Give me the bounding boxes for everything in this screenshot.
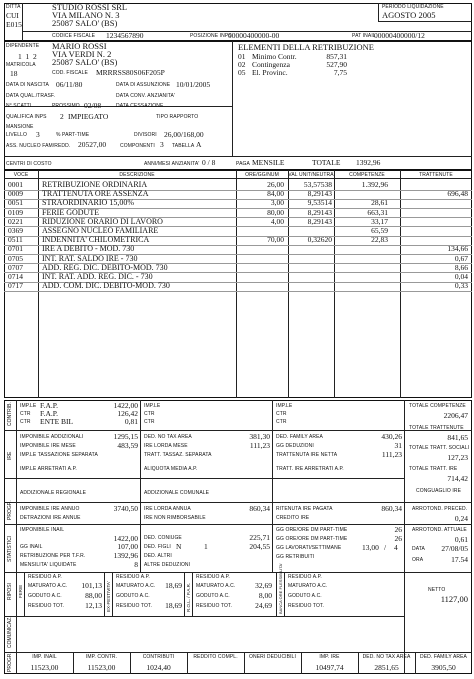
data-conv-label: DATA CONV. ANZIANITA' bbox=[116, 93, 175, 99]
exfest-label: EX-FESTIVITA' bbox=[106, 581, 111, 612]
rol-residuo: 24,69 bbox=[255, 601, 272, 610]
totale: 1392,96 bbox=[356, 158, 381, 167]
tratt-ire-label: TOTALE TRATT. IRE bbox=[409, 466, 458, 472]
totale-label: TOTALE bbox=[312, 158, 341, 167]
prossimo-label: PROSSIMO bbox=[52, 103, 80, 109]
ferie-maturato-label: MATURATO A.C. bbox=[28, 583, 68, 589]
row-val: 0,32620 bbox=[307, 235, 332, 245]
componenti: 3 bbox=[160, 140, 164, 149]
ded-family: 430,26 bbox=[381, 432, 402, 441]
row-voce: 0714 bbox=[8, 272, 23, 281]
flex-maturato-label: MATURATO A.C. bbox=[288, 583, 328, 589]
ded-figli-n: N bbox=[176, 542, 182, 551]
row-competenze: 65,59 bbox=[371, 226, 388, 235]
ire-lorda-label: IRE LORDA ANNUA bbox=[144, 506, 191, 512]
ded-figli-count: 1 bbox=[204, 542, 208, 551]
footer-header: IMP. IRE bbox=[319, 654, 340, 660]
rol-residuo-ap-label: RESIDUO A.P. bbox=[196, 574, 230, 580]
matricola-label: MATRICOLA bbox=[6, 62, 36, 68]
footer-header: CONTRIBUTI bbox=[142, 654, 175, 660]
gg-lav-label: GG LAVORATI/SETTIMANE bbox=[276, 545, 342, 551]
employee-name: MARIO ROSSI bbox=[52, 41, 107, 51]
elementi-label-1: Contingenza bbox=[252, 60, 290, 69]
elementi-title: ELEMENTI DELLA RETRIBUZIONE bbox=[238, 42, 374, 52]
imp-arretrati-label: IMP.LE ARRETRATI A.P. bbox=[20, 466, 77, 472]
tratt-ire-netta-label: TRATTENUTA IRE NETTA bbox=[276, 452, 338, 458]
row-trattenute: 696,48 bbox=[447, 189, 468, 199]
rol-goduto: 8,00 bbox=[258, 591, 272, 600]
codice-fiscale-label: CODICE FISCALE bbox=[52, 33, 96, 39]
row-trattenute: 0,04 bbox=[454, 272, 468, 281]
exfest-maturato-label: MATURATO A.C. bbox=[116, 583, 156, 589]
row-val: 8,29143 bbox=[307, 216, 332, 226]
anni-mesi: 0 / 8 bbox=[202, 158, 216, 167]
row-descrizione: INDENNITA' CHILOMETRICA bbox=[42, 235, 150, 245]
elementi-label-0: Minimo Contr. bbox=[252, 52, 297, 61]
imp-fap-label: F.A.P. bbox=[40, 401, 58, 410]
ctr-label-4: CTR bbox=[144, 419, 155, 425]
ferie-label: FERIE bbox=[18, 584, 23, 598]
col-voce: VOCE bbox=[13, 172, 29, 178]
gg-ore-pt: 26 bbox=[394, 525, 402, 534]
gg-deduzioni: 31 bbox=[394, 441, 402, 450]
pat-inail: 00000400000/12 bbox=[374, 31, 425, 40]
cod-fiscale: MRRRSS80S06F205P bbox=[96, 68, 165, 77]
row-ore: 84,00 bbox=[267, 189, 284, 199]
paga-label: PAGA bbox=[236, 161, 250, 167]
employee-numbers: 1 1 2 bbox=[18, 52, 37, 61]
tratt-sociali: 127,23 bbox=[447, 453, 468, 462]
detrazioni-label: DETRAZIONI IRE ANNUE bbox=[20, 515, 81, 521]
elementi-label-2: El. Provinc. bbox=[252, 68, 288, 77]
riposi-section-label: RIPOSI bbox=[7, 583, 13, 600]
ctr-label-2: CTR bbox=[20, 419, 31, 425]
aliquota-label: ALIQUOTA MEDIA A.P. bbox=[144, 466, 198, 472]
gg-lav-sep: / bbox=[384, 543, 387, 552]
altre-ded-label: ALTRE DEDUZIONI bbox=[144, 562, 191, 568]
data-cessazione-label: DATA CESSAZIONE bbox=[116, 103, 164, 109]
tratt-ire-netta: 111,23 bbox=[381, 450, 402, 459]
ded-figli: 204,55 bbox=[249, 542, 270, 551]
imp-mese-label: IMPONIBILE IRE MESE bbox=[20, 443, 76, 449]
ire-mese-label: IRE LORDA MESE bbox=[144, 443, 188, 449]
add-comunale-label: ADDIZIONALE COMUNALE bbox=[144, 490, 210, 496]
imp-addizionali-label: IMPONIBILE ADDIZIONALI bbox=[20, 434, 84, 440]
ire-arretrati-label: TRATT. IRE ARRETRATI A.P. bbox=[276, 466, 344, 472]
componenti-label: COMPONENTI bbox=[120, 143, 155, 149]
comunicazioni-section-label: COMUNICAZ. bbox=[7, 616, 13, 648]
footer-value: 11523,00 bbox=[87, 663, 116, 672]
pat-inail-label: PAT INAIL bbox=[352, 33, 376, 39]
scatti-label: N° SCATTI bbox=[6, 103, 32, 109]
totale-competenze-label: TOTALE COMPETENZE bbox=[409, 403, 466, 409]
divisori-label: DIVISORI bbox=[134, 132, 157, 138]
footer-value: 11523,00 bbox=[30, 663, 59, 672]
employee-city: 25087 SALO' (BS) bbox=[52, 57, 118, 67]
retribuzione-tfr-label: RETRIBUZIONE PER T.F.R. bbox=[20, 553, 86, 559]
arrotond-prec-label: ARROTOND. PRECED. bbox=[412, 506, 468, 512]
elementi-value-1: 527,90 bbox=[326, 60, 347, 69]
row-competenze: 33,17 bbox=[371, 216, 388, 226]
gg-inail-label: GG INAIL bbox=[20, 544, 43, 550]
imp-le-label-3: IMP.LE bbox=[276, 403, 293, 409]
ctr-ente-label: ENTE BIL bbox=[40, 417, 74, 426]
rimborsabile-label: IRE NON RIMBORSABILE bbox=[144, 515, 206, 521]
periodo-label: PERIODO LIQUIDAZIONE bbox=[382, 4, 444, 10]
row-descrizione: INT. RAT. ADD. REG. DIC. - 730 bbox=[42, 272, 153, 281]
row-voce: 0051 bbox=[8, 198, 23, 208]
rol-maturato: 32,69 bbox=[255, 581, 272, 590]
footer-header: REDDITO COMPL. bbox=[193, 654, 238, 660]
company-city: 25087 SALO' (BS) bbox=[52, 18, 118, 28]
qualifica-label: QUALIFICA INPS bbox=[6, 114, 47, 120]
statistici-section-label: STATISTICI bbox=[7, 535, 13, 562]
row-descrizione: STRAORDINARIO 15,00% bbox=[42, 198, 134, 208]
ire-section-label: IRE bbox=[7, 451, 13, 460]
col-descrizione: DESCRIZIONE bbox=[119, 172, 155, 178]
ctr-fap: 126,42 bbox=[117, 409, 138, 418]
anni-mesi-label: ANNI/MESI ANZIANITA' bbox=[144, 161, 200, 167]
imp-tass-sep-label: IMP.LE TASSAZIONE SEPARATA bbox=[20, 452, 98, 458]
employee-address: VIA VERDI N. 2 bbox=[52, 49, 112, 59]
livello: 3 bbox=[36, 130, 40, 139]
cod-fiscale-label: COD. FISCALE bbox=[52, 70, 88, 76]
row-val: 8,29143 bbox=[307, 207, 332, 217]
rol-residuo-label: RESIDUO TOT. bbox=[196, 603, 233, 609]
conguaglio-label: CONGUAGLIO IRE bbox=[416, 488, 462, 494]
mansione-label: MANSIONE bbox=[6, 124, 34, 130]
exfest-value: 18,69 bbox=[165, 581, 182, 590]
imp-ire-annuo-label: IMPONIBILE IRE ANNUO bbox=[20, 506, 80, 512]
ded-family-label: DED. FAMILY AREA bbox=[276, 434, 323, 440]
ctr-label-5: CTR bbox=[276, 411, 287, 417]
paga: MENSILE bbox=[252, 158, 285, 167]
elementi-code-1: 02 bbox=[238, 60, 246, 69]
ded-altri-label: DED. ALTRI bbox=[144, 553, 172, 559]
data-assunzione: 10/01/2005 bbox=[176, 80, 211, 89]
no-tax-label: DED. NO TAX AREA bbox=[144, 434, 192, 440]
row-competenze: 663,31 bbox=[367, 207, 388, 217]
ritenuta: 860,34 bbox=[381, 504, 402, 513]
netto: 1127,00 bbox=[440, 594, 468, 604]
ferie-maturato: 101,13 bbox=[81, 581, 102, 590]
mensilita-label: MENSILITA' LIQUIDATE bbox=[20, 562, 77, 568]
tabella: A bbox=[196, 140, 202, 149]
data-nascita-label: DATA DI NASCITA bbox=[6, 82, 49, 88]
mensilita: 8 bbox=[134, 560, 138, 569]
qualifica-num: 2 bbox=[60, 112, 64, 121]
row-voce: 0705 bbox=[8, 253, 23, 263]
arrotond-att: 0,61 bbox=[454, 535, 468, 544]
ctr-label-3: CTR bbox=[144, 411, 155, 417]
row-descrizione: INT. RAT. SALDO IRE - 730 bbox=[42, 253, 138, 263]
rol-goduto-label: GODUTO A.C. bbox=[196, 593, 230, 599]
gg-ore-pt2: 26 bbox=[394, 534, 402, 543]
elementi-value-2: 7,75 bbox=[333, 68, 347, 77]
ferie-residuo: 12,13 bbox=[85, 601, 102, 610]
posizione-inps: 00000400000-00 bbox=[228, 31, 280, 40]
dipendente-label: DIPENDENTE bbox=[6, 43, 40, 49]
data-value: 27/08/05 bbox=[441, 544, 468, 553]
row-descrizione: ADD. REG. DIC. DEBITO-MOD. 730 bbox=[42, 262, 168, 272]
data-label: DATA bbox=[412, 546, 425, 552]
ded-figli-label: DED. FIGLI bbox=[144, 544, 171, 550]
ctr-label: CTR bbox=[20, 411, 31, 417]
tratt-ire: 714,42 bbox=[447, 474, 468, 483]
tratt-tass-sep-label: TRATT. TASSAZ. SEPARATA bbox=[144, 452, 212, 458]
ferie-goduto: 88,00 bbox=[85, 591, 102, 600]
exfest-residuo: 18,69 bbox=[165, 601, 182, 610]
ora-label: ORA bbox=[412, 557, 424, 563]
gg-ore-pt-label: GG ORE/ORE DM PART-TIME bbox=[276, 527, 348, 533]
posizione-inps-label: POSIZIONE INPS bbox=[190, 33, 232, 39]
flex-goduto-label: GODUTO A.C. bbox=[288, 593, 322, 599]
elementi-code-2: 05 bbox=[238, 68, 246, 77]
exfest-residuo-ap-label: RESIDUO A.P. bbox=[116, 574, 150, 580]
divisori: 26,00/168,00 bbox=[164, 130, 204, 139]
ritenuta-label: RITENUTA IRE PAGATA bbox=[276, 506, 333, 512]
tabella-label: TABELLA bbox=[172, 143, 195, 149]
row-trattenute: 0,33 bbox=[454, 281, 468, 291]
col-ore: ORE/GG/NUM bbox=[245, 172, 279, 178]
col-competenze: COMPETENZE bbox=[349, 172, 385, 178]
data-assunzione-label: DATA DI ASSUNZIONE bbox=[116, 82, 171, 88]
elementi-value-0: 857,31 bbox=[326, 52, 347, 61]
add-regionale-label: ADDIZIONALE REGIONALE bbox=[20, 490, 87, 496]
gg-inail: 107,00 bbox=[117, 542, 138, 551]
totale-competenze: 2206,47 bbox=[443, 411, 468, 420]
qualifica: IMPIEGATO bbox=[68, 112, 109, 121]
imp-inail-label: IMPONIBILE INAIL bbox=[20, 527, 65, 533]
ctr-label-6: CTR bbox=[276, 419, 287, 425]
imp-addizionali: 1295,15 bbox=[113, 432, 138, 441]
row-voce: 0701 bbox=[8, 244, 23, 254]
footer-value: 10497,74 bbox=[315, 663, 344, 672]
totale-trattenute: 841,65 bbox=[447, 433, 468, 442]
totale-trattenute-label: TOTALE TRATTENUTE bbox=[409, 425, 464, 431]
matricola: 18 bbox=[10, 69, 18, 78]
exfest-residuo-label: RESIDUO TOT. bbox=[116, 603, 153, 609]
imp-le-label: IMP.LE bbox=[20, 403, 37, 409]
flessibilita-label: BANCA ORE FLESSIBILITA' bbox=[278, 563, 283, 614]
footer-section-label: PROGR. bbox=[7, 652, 13, 672]
centri-costo-label: CENTRI DI COSTO bbox=[6, 161, 52, 167]
tratt-sociali-label: TOTALE TRATT. SOCIALI bbox=[409, 445, 470, 451]
ded-coniuge-label: DED. CONIUGE bbox=[144, 535, 182, 541]
footer-value: 2851,65 bbox=[374, 663, 399, 672]
row-descrizione: ADD. COM. DIC. DEBITO-MOD. 730 bbox=[42, 281, 170, 291]
exfest-goduto-label: GODUTO A.C. bbox=[116, 593, 150, 599]
row-trattenute: 134,66 bbox=[447, 244, 468, 254]
row-ore: 70,00 bbox=[267, 235, 284, 245]
progressivi-section-label: PROGR. bbox=[7, 500, 13, 520]
imp-mese: 483,59 bbox=[117, 441, 138, 450]
row-descrizione: RIDUZIONE ORARIO DI LAVORO bbox=[42, 216, 163, 226]
row-val: 9,53514 bbox=[307, 198, 332, 208]
row-descrizione: ASSEGNO NUCLEO FAMILIARE bbox=[42, 226, 159, 235]
no-tax: 381,30 bbox=[249, 432, 270, 441]
livello-label: LIVELLO bbox=[6, 132, 27, 138]
imp-le-label-2: IMP.LE bbox=[144, 403, 161, 409]
row-competenze: 22,83 bbox=[371, 235, 388, 245]
row-val: 53,57538 bbox=[303, 180, 332, 189]
row-ore: 3,00 bbox=[270, 198, 284, 208]
table-row-divider bbox=[4, 291, 472, 292]
ire-lorda: 860,34 bbox=[249, 504, 270, 513]
row-voce: 0221 bbox=[8, 216, 23, 226]
arrotond-prec: 0,24 bbox=[454, 514, 468, 523]
footer-value: 3905,50 bbox=[431, 663, 456, 672]
ire-mese: 111,23 bbox=[249, 441, 270, 450]
footer-header: IMP. CONTR. bbox=[85, 654, 118, 660]
data-qual-label: DATA QUAL./TRASF. bbox=[6, 93, 56, 99]
ditta-code: E015 bbox=[6, 20, 22, 29]
ctr-ente: 0,81 bbox=[124, 417, 138, 426]
row-descrizione: TRATTENUTA ORE ASSENZA bbox=[42, 189, 149, 199]
arrotond-att-label: ARROTOND. ATTUALE bbox=[412, 527, 467, 533]
rol-label: R.O.L. / P.A.R. bbox=[186, 582, 191, 612]
row-voce: 0511 bbox=[8, 235, 23, 245]
company-address: VIA MILANO N. 3 bbox=[52, 10, 120, 20]
imp-ire-annuo: 3740,50 bbox=[113, 504, 138, 513]
ass-nucleo-label: ASS. NUCLEO FAM/REDD. bbox=[6, 143, 71, 149]
rol-maturato-label: MATURATO A.C. bbox=[196, 583, 236, 589]
row-descrizione: FERIE GODUTE bbox=[42, 207, 100, 217]
row-voce: 0001 bbox=[8, 180, 23, 189]
ferie-residuo-ap-label: RESIDUO A.P. bbox=[28, 574, 62, 580]
ass-nucleo: 20527,00 bbox=[78, 140, 107, 149]
row-descrizione: IRE A DEBITO - MOD. 730 bbox=[42, 244, 135, 254]
cui-code: CUI bbox=[6, 11, 19, 20]
col-val: VAL UNIT/NEUTRA bbox=[288, 172, 334, 178]
data-nascita: 06/11/80 bbox=[56, 80, 83, 89]
prossimo: 02/08 bbox=[84, 101, 102, 110]
gg-deduzioni-label: GG DEDUZIONI bbox=[276, 443, 314, 449]
company-name: STUDIO ROSSI SRL bbox=[52, 2, 128, 12]
imp-inail: 1422,00 bbox=[113, 534, 138, 543]
gg-ore-pt2-label: GG ORE/ORE DM PART-TIME bbox=[276, 536, 348, 542]
ctr-fap-label: F.A.P. bbox=[40, 409, 58, 418]
footer-header: DED. FAMILY AREA bbox=[420, 654, 467, 660]
footer-header: DED. NO TAX AREA bbox=[362, 654, 411, 660]
footer-header: IMP. INAIL bbox=[32, 654, 57, 660]
row-descrizione: RETRIBUZIONE ORDINARIA bbox=[42, 180, 148, 189]
part-time-label: % PART-TIME bbox=[56, 132, 90, 138]
ded-coniuge: 225,71 bbox=[249, 533, 270, 542]
row-voce: 0369 bbox=[8, 226, 23, 235]
retribuzione-tfr: 1392,96 bbox=[113, 551, 138, 560]
row-trattenute: 8,66 bbox=[454, 262, 468, 272]
flex-residuo-label: RESIDUO TOT. bbox=[288, 603, 325, 609]
row-val: 8,29143 bbox=[307, 189, 332, 199]
row-ore: 26,00 bbox=[267, 180, 284, 189]
ferie-goduto-label: GODUTO A.C. bbox=[28, 593, 62, 599]
flex-residuo-ap-label: RESIDUO A.P. bbox=[288, 574, 322, 580]
codice-fiscale: 1234567890 bbox=[106, 31, 144, 40]
row-ore: 80,00 bbox=[267, 207, 284, 217]
row-trattenute: 0,67 bbox=[454, 253, 468, 263]
row-voce: 0717 bbox=[8, 281, 23, 291]
gg-lav: 13,00 bbox=[362, 543, 379, 552]
imp-fap: 1422,00 bbox=[113, 401, 138, 410]
gg-lav2: 4 bbox=[394, 543, 398, 552]
gg-retrib-label: GG RETRIBUITI bbox=[276, 554, 315, 560]
ferie-residuo-label: RESIDUO TOT. bbox=[28, 603, 65, 609]
contributi-section-label: CONTRIB. bbox=[7, 402, 13, 426]
periodo: AGOSTO 2005 bbox=[382, 10, 436, 20]
row-competenze: 1.392,96 bbox=[361, 180, 388, 189]
netto-label: NETTO bbox=[428, 587, 446, 593]
row-voce: 0109 bbox=[8, 207, 23, 217]
elementi-code-0: 01 bbox=[238, 52, 246, 61]
row-voce: 0707 bbox=[8, 262, 23, 272]
footer-header: ONERI DEDUCIBILI bbox=[249, 654, 296, 660]
ora-value: 17.54 bbox=[451, 555, 468, 564]
tipo-rapporto-label: TIPO RAPPORTO bbox=[156, 114, 199, 120]
col-trattenute: TRATTENUTE bbox=[419, 172, 453, 178]
footer-value: 1024,40 bbox=[146, 663, 171, 672]
credito-label: CREDITO IRE bbox=[276, 515, 310, 521]
row-competenze: 28,61 bbox=[371, 198, 388, 208]
row-voce: 0009 bbox=[8, 189, 23, 199]
row-ore: 4,00 bbox=[270, 216, 284, 226]
ditta-label: DITTA bbox=[6, 4, 21, 10]
